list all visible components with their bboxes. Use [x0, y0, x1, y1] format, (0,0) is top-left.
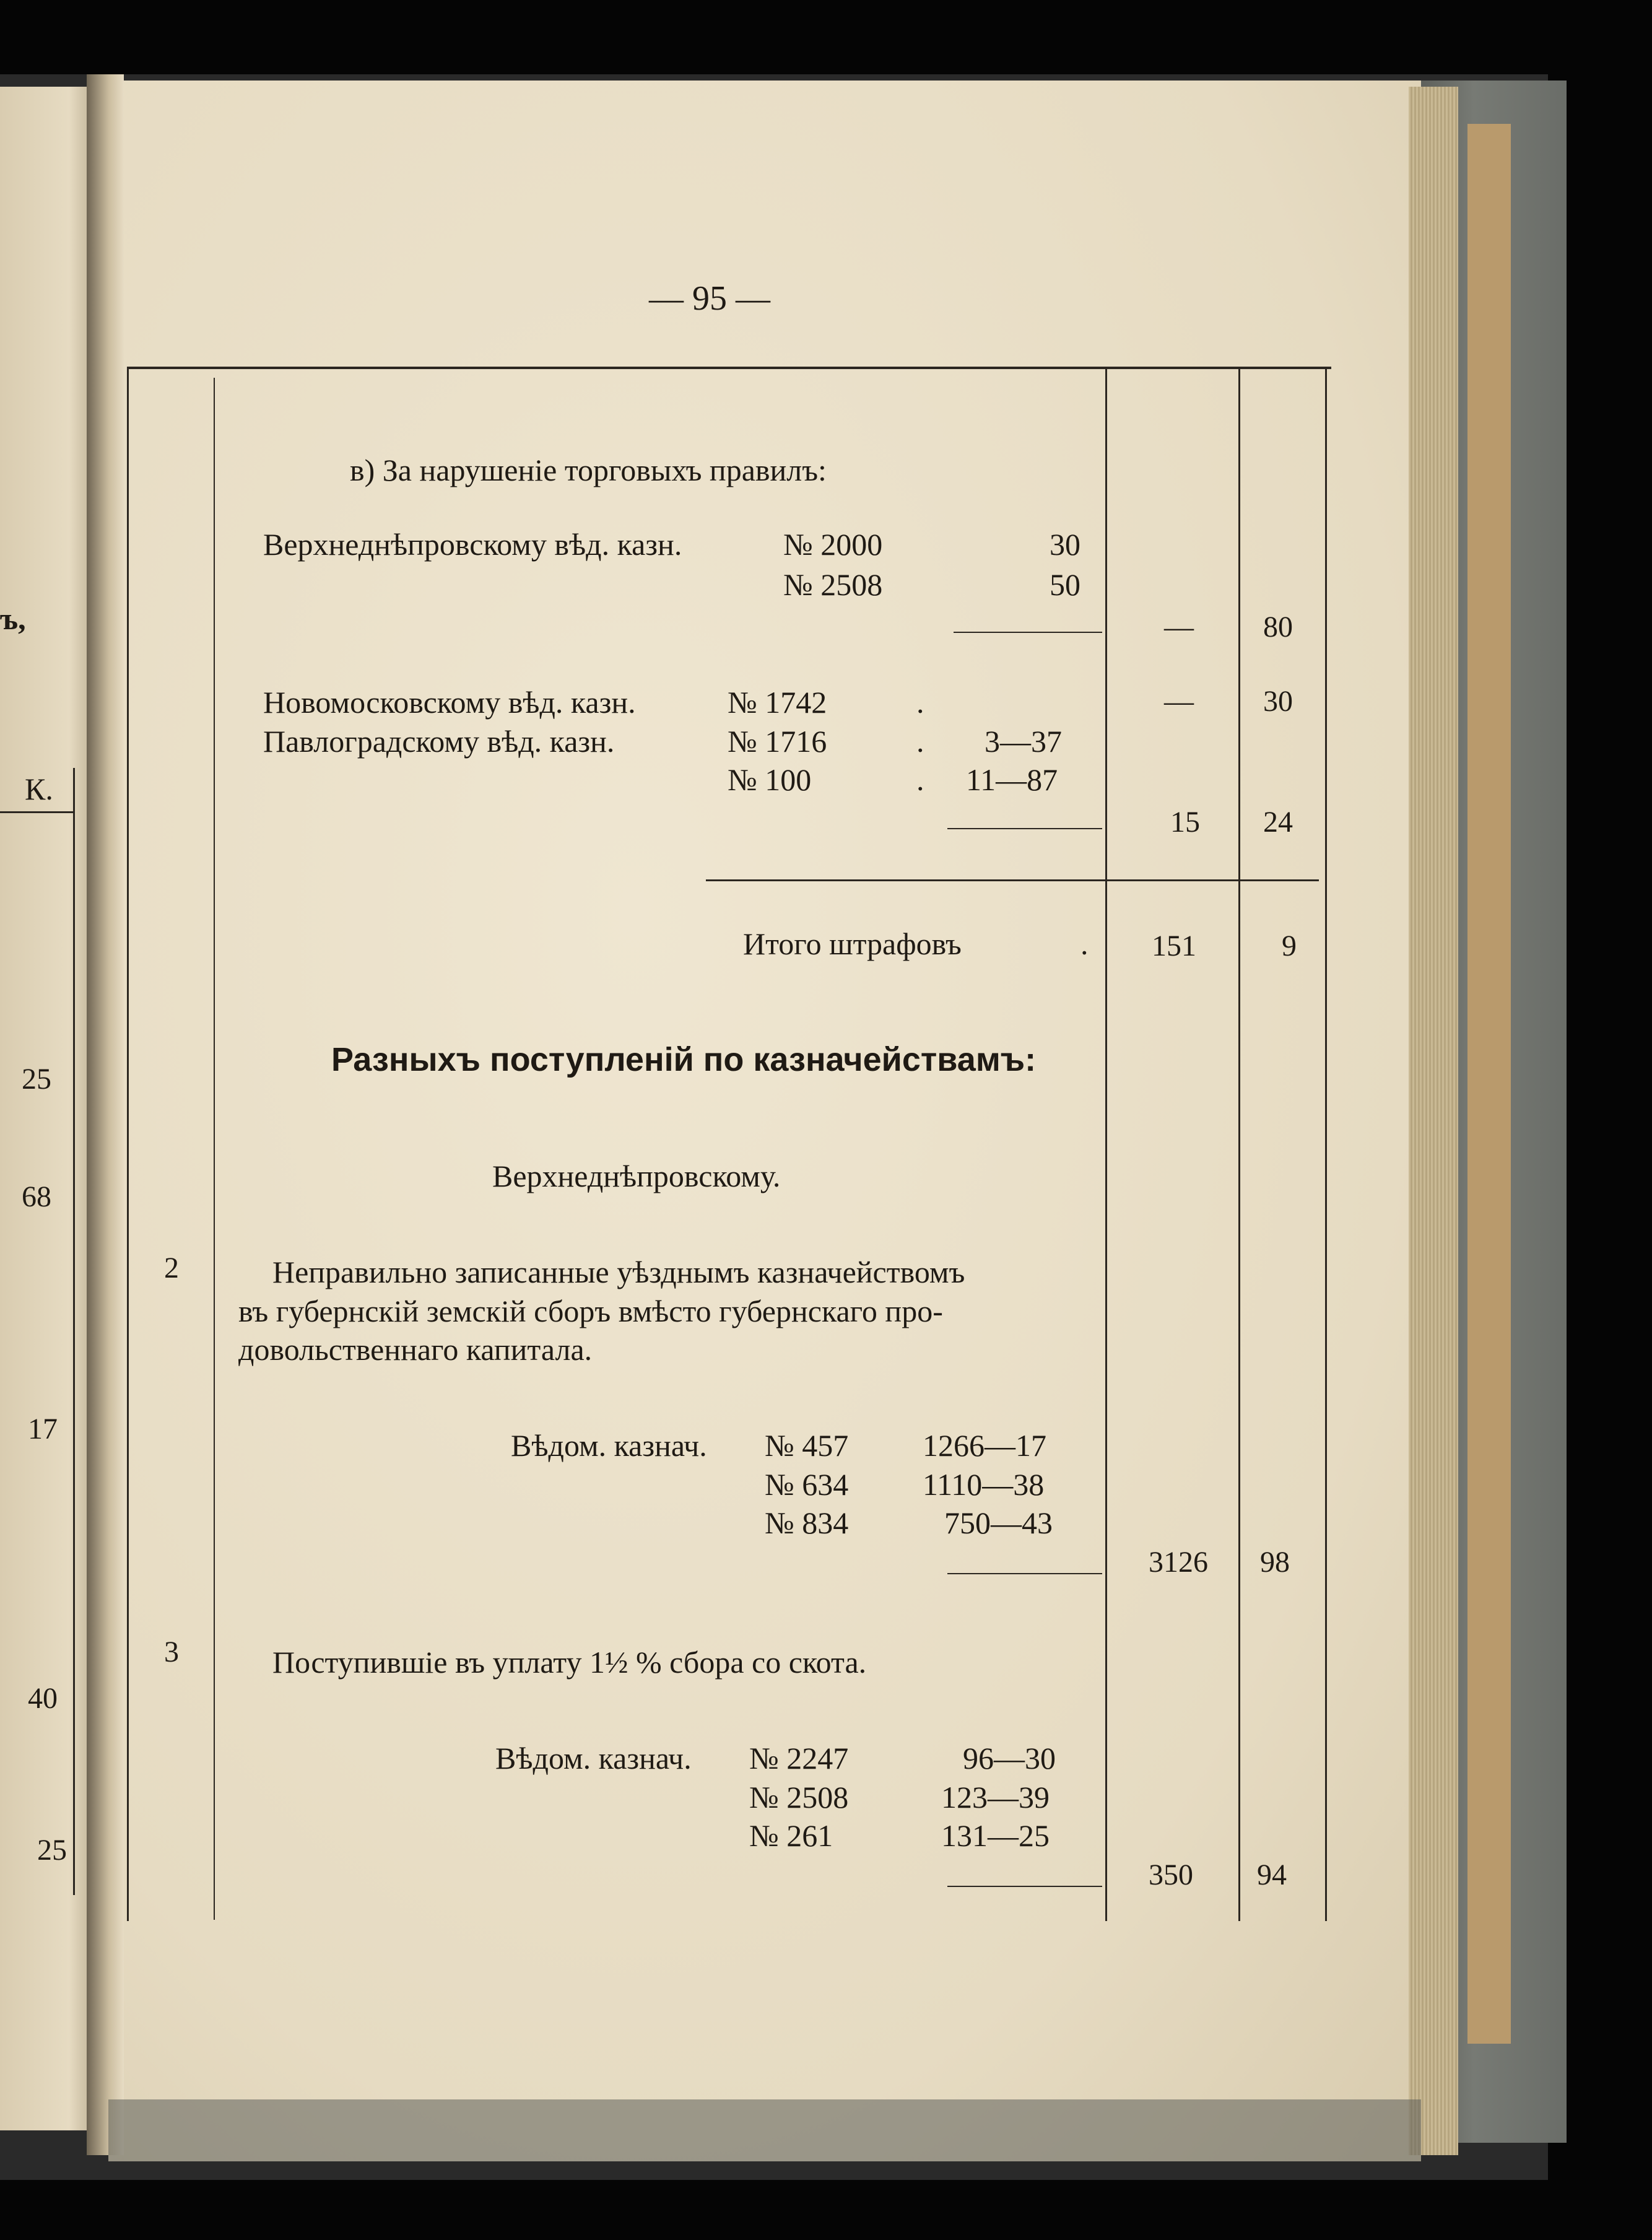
ledger-amount: 123—39	[941, 1780, 1050, 1815]
subtotal-rule	[954, 632, 1102, 633]
section-heading: в) За нарушеніе торговыхъ правилъ:	[350, 453, 827, 487]
ledger-amount: 1110—38	[923, 1467, 1045, 1502]
left-page	[0, 87, 99, 2130]
rubles-column-rule	[1105, 367, 1107, 1921]
ledger-number: № 2247	[749, 1741, 849, 1776]
ledger-amount: 1266—17	[923, 1428, 1046, 1463]
page-edge	[1409, 87, 1458, 2155]
ledger-number: № 261	[749, 1818, 833, 1853]
kopecks-value: 94	[1257, 1859, 1287, 1891]
left-fragment: 25	[37, 1834, 67, 1867]
subtotal-rule	[947, 1573, 1102, 1574]
ledger-amount: 50	[1050, 567, 1080, 602]
ledger-number: № 2508	[749, 1780, 849, 1815]
ledger-amount: 131—25	[941, 1818, 1050, 1853]
ledger-amount: 11—87	[966, 762, 1058, 797]
cover-edge	[1467, 124, 1511, 2044]
ledger-amount: 750—43	[944, 1506, 1053, 1540]
ledger-label: Вѣдом. казнач.	[511, 1428, 707, 1463]
subtotal-rule	[947, 828, 1102, 829]
subtotal-rule	[947, 1886, 1102, 1887]
ledger-amount: 3—37	[985, 724, 1062, 759]
ledger-dot: .	[916, 724, 924, 759]
total-rule	[706, 879, 1319, 881]
ledger-amount: 96—30	[963, 1741, 1056, 1776]
left-fragment: ъ,	[0, 601, 26, 636]
ledger-number: № 2508	[783, 567, 883, 602]
item-text: Неправильно записанные уѣзднымъ казначействомъ	[272, 1255, 965, 1289]
ledger-dot: .	[916, 762, 924, 797]
ledger-dot: .	[916, 685, 924, 720]
rubles-value: 350	[1149, 1859, 1193, 1891]
ledger-number: № 834	[765, 1506, 849, 1540]
rubles-value: —	[1164, 611, 1194, 643]
left-fragment: 68	[22, 1180, 51, 1213]
ledger-payer: Павлоградскому вѣд. казн.	[263, 724, 615, 759]
kopecks-value: 30	[1263, 685, 1293, 718]
ledger-amount: 30	[1050, 527, 1080, 562]
left-fragment: К.	[25, 772, 53, 806]
page-number: — 95 —	[649, 279, 770, 318]
ledger-number: № 100	[728, 762, 812, 797]
rubles-value: —	[1164, 685, 1194, 718]
item-text: въ губернскій земскій сборъ вмѣсто губернскаго про-	[238, 1294, 943, 1328]
table-top-rule	[127, 367, 1331, 369]
table-right-rule	[1325, 367, 1327, 1921]
book-gutter	[87, 74, 124, 2155]
kopecks-value: 98	[1260, 1546, 1290, 1579]
rubles-value: 3126	[1149, 1546, 1208, 1579]
rubles-value: 151	[1152, 930, 1196, 962]
kopecks-value: 24	[1263, 806, 1293, 839]
kopecks-value: 80	[1263, 611, 1293, 643]
section-subheading: Верхнеднѣпровскому.	[492, 1159, 781, 1193]
table-left-rule	[127, 367, 129, 1921]
left-fragment: 25	[22, 1063, 51, 1096]
item-text: Поступившіе въ уплату 1½ % сбора со скота.	[272, 1645, 867, 1680]
left-fragment: 17	[28, 1413, 58, 1445]
section-heading: Разныхъ поступленій по казначействамъ:	[331, 1041, 1037, 1078]
left-fragment: 40	[28, 1682, 58, 1715]
rubles-value: 15	[1170, 806, 1200, 839]
ledger-number: № 634	[765, 1467, 849, 1502]
left-rule	[73, 768, 75, 1895]
ledger-number: № 1742	[728, 685, 827, 720]
ledger-payer: Верхнеднѣпровскому вѣд. казн.	[263, 527, 682, 562]
item-number: 2	[164, 1252, 179, 1284]
ledger-number: № 2000	[783, 527, 883, 562]
kopecks-value: 9	[1282, 930, 1297, 962]
total-label: Итого штрафовъ	[743, 926, 962, 961]
item-number: 3	[164, 1636, 179, 1668]
ledger-payer: Новомосковскому вѣд. казн.	[263, 685, 636, 720]
item-text: довольственнаго капитала.	[238, 1332, 593, 1367]
ledger-label: Вѣдом. казнач.	[495, 1741, 692, 1776]
number-column-rule	[214, 378, 215, 1920]
ledger-number: № 457	[765, 1428, 849, 1463]
total-dot: .	[1080, 926, 1089, 961]
kopecks-column-rule	[1238, 367, 1240, 1921]
page-bottom-shadow	[108, 2099, 1421, 2161]
ledger-number: № 1716	[728, 724, 827, 759]
left-rule	[0, 811, 74, 813]
